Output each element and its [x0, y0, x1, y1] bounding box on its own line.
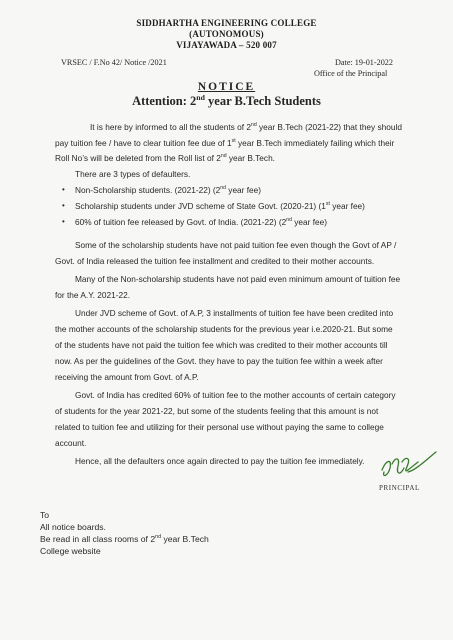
college-name: SIDDHARTHA ENGINEERING COLLEGE	[136, 18, 317, 28]
bullet-icon: •	[62, 185, 65, 194]
office-label: Office of the Principal	[314, 69, 388, 78]
attention-heading: Attention: 2nd year B.Tech Students	[132, 92, 321, 108]
para4-line: receiving the amount from Govt. of A.P.	[55, 372, 199, 382]
college-status: (AUTONOMOUS)	[189, 29, 264, 39]
footer-recipient: College website	[40, 546, 101, 556]
para2-line: Govt. of India released the tuition fee installment and credited to their mother accounts.	[55, 256, 375, 266]
footer-to: To	[40, 510, 50, 520]
para2-line: Some of the scholarship students have not paid tuition fee even though the Govt of AP /	[75, 240, 397, 250]
college-address: VIJAYAWADA – 520 007	[176, 40, 277, 50]
para4-line: of the students have not paid the tuition fee which was credited to their mother accounts till	[55, 340, 388, 350]
reference-number: VRSEC / F.No 42/ Notice /2021	[61, 58, 167, 67]
para4-line: the mother accounts of the scholarship students for the previous year i.e.2020-21. But some	[55, 324, 393, 334]
defaulter-item: 60% of tuition fee released by Govt. of India. (2021-22) (2nd year fee)	[75, 217, 328, 227]
para1-line3: Roll No’s will be deleted from the Roll list of 2nd year B.Tech.	[55, 153, 275, 163]
footer-recipient: All notice boards.	[40, 522, 106, 532]
para1-line1: It is here by informed to all the students of 2nd year B.Tech (2021-22) that they should	[90, 122, 402, 132]
para5-line: account.	[55, 438, 87, 448]
para4-line: now. As per the guidelines of the Govt. they have to pay the tuition fee within a week after	[55, 356, 383, 366]
para3-line: for the A.Y. 2021-22.	[55, 290, 131, 300]
para5-line: Govt. of India has credited 60% of tuition fee to the mother accounts of certain category	[75, 390, 396, 400]
bullet-icon: •	[62, 217, 65, 226]
para5-line: related to tuition fee and utilizing for their personal use without paying the same to college	[55, 422, 384, 432]
defaulters-intro: There are 3 types of defaulters.	[75, 169, 191, 179]
para1-line2: pay tuition fee / have to clear tuition fee due of 1st year B.Tech immediately failing which their	[55, 138, 395, 148]
defaulter-item: Non-Scholarship students. (2021-22) (2nd year fee)	[75, 185, 262, 195]
notice-title: NOTICE	[197, 81, 256, 93]
defaulter-item: Scholarship students under JVD scheme of State Govt. (2020-21) (1st year fee)	[75, 201, 365, 211]
bullet-icon: •	[62, 201, 65, 210]
notice-date: Date: 19-01-2022	[335, 58, 393, 67]
principal-signature	[378, 450, 440, 486]
principal-label: PRINCIPAL	[379, 484, 420, 492]
para5-line: of students for the year 2021-22, but some of the students feeling that this amount is not	[55, 406, 379, 416]
para4-line: Under JVD scheme of Govt. of A.P, 3 installments of tuition fee have been credited into	[75, 308, 394, 318]
footer-recipient: Be read in all class rooms of 2nd year B.Tech	[40, 534, 209, 544]
para3-line: Many of the Non-scholarship students have not paid even minimum amount of tuition fee	[75, 274, 401, 284]
para6-line: Hence, all the defaulters once again directed to pay the tuition fee immediately.	[75, 456, 365, 466]
